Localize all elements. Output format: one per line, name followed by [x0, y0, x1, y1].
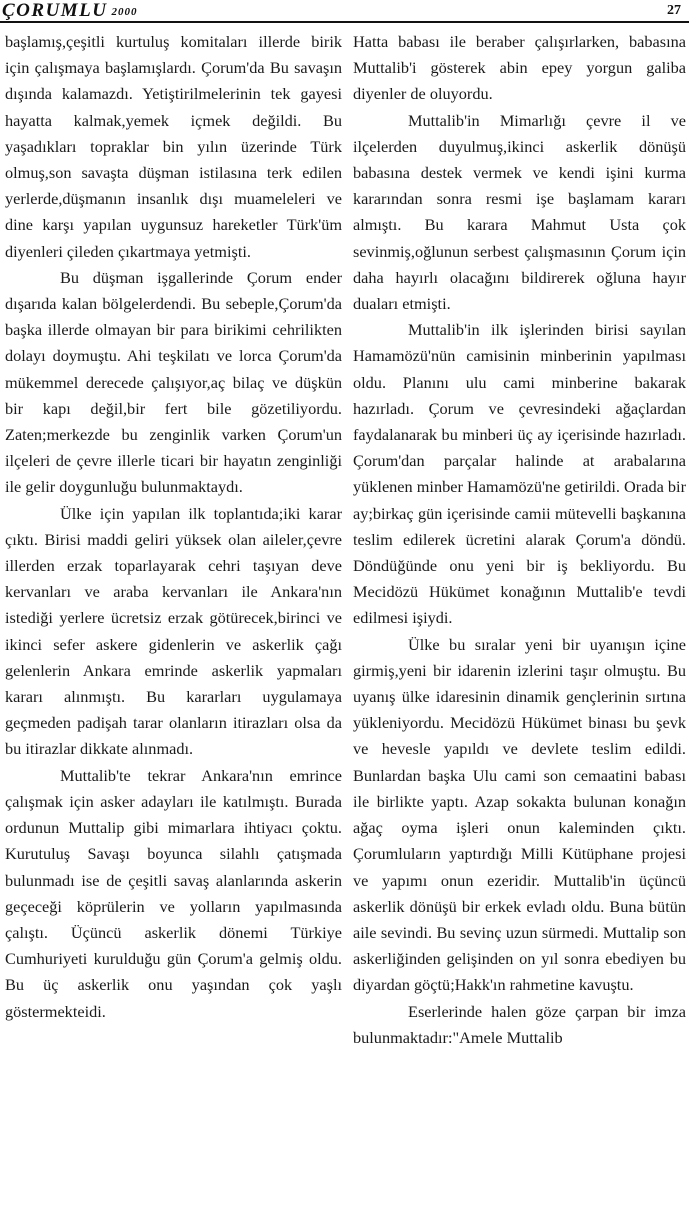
- paragraph: Ülke bu sıralar yeni bir uyanışın içine girmiş,yeni bir idarenin izlerini taşır olmuştu. Bu uyanış ülke idaresinin dinamik gençlerinin sırtına yükleniyordu. Mecidözü Hükümet binası bu şevk ve hevesle yapıldı ve devlete teslim edildi. Bunlardan başka Ulu cami son cemaatini babası ile birlikte yaptı. Azap sokakta bulunan konağın ağaç oyma işleri onun kaleminden çıktı. Çorumluların yaptırdığı Milli Kütüphane projesi ve yapımı onun ezeridir. Muttalib'in üçüncü askerlik dönüşü bir erkek evladı oldu. Buna bütün aile sevindi. Bu sevinç uzun sürmedi. Muttalip son askerliğinden gelişinden on yıl sonra ebediyen bu diyardan göçtü;Hakk'ın rahmetine kavuştu.: [353, 634, 686, 995]
- paragraph: başlamış,çeşitli kurtuluş komitaları illerde birik için çalışmaya başlamışlardı. Çorum'da Bu savaşın dışında kalamazdı. Yetiştirilmelerinin tek gayesi hayatta kalmak,yemek içmek değildi. Bu yaşadıkları topraklar bin yılın üzerinde Türk olmuş,son savaşta düşman istilasına terk edilen yerlerde,düşmanın insanlık dışı muameleleri ve dine karşı yapılan uygunsuz hareketler Türk'üm diyenleri çileden çıkartmaya yetmişti.: [5, 32, 342, 261]
- page-header: [0, 0, 689, 22]
- paragraph: Bu düşman işgallerinde Çorum ender dışarıda kalan bölgelerdendi. Bu sebeple,Çorum'da başka illerde olmayan bir para birikimi cehrilikten dolayı doymuştu. Ahi teşkilatı ve lorca Çorum'da mükemmel derecede çalışıyor,aç bilaç ve düşkün bir kapı değil,bir fert bile gözetiliyordu. Zaten;merkezde bu zenginlik varken Çorum'un ilçeleri de çevre illerle ticari bir hayatın zenginliği ile gelir doygunluğu bulunmaktaydı.: [5, 267, 342, 497]
- right-column: [353, 29, 686, 1051]
- masthead-year: 2000: [111, 6, 138, 18]
- paragraph: Ülke için yapılan ilk toplantıda;iki karar çıktı. Birisi maddi geliri yüksek olan aileler,çevre illerden erzak toparlayarak cehri taşıyan deve kervanları ve araba kervanları ile Ankara'nın istediği yerlere ücretsiz erzak götürecek,birinci ve ikinci sefer askere gidenlerin ve askerlik çağı gelenlerin Ankara emrinde askerlik yapmaları kararı alınmıştı. Bu kararları uygulamaya geçmeden padişah tarar olanların itirazları olsa da bu itirazlar dikkate alınmadı.: [5, 503, 342, 759]
- paragraph: Muttalib'in Mimarlığı çevre il ve ilçelerden duyulmuş,ikinci askerlik dönüşü babasına destek vermek ve kendi işini kurma kararından sonra resmi işe başlamam kararı almıştı. Bu karara Mahmut Usta çok sevinmiş,oğlunun serbest çalışmasının Çorum için daha hayırlı olacağını bildirerek oğluna hayır duaları etmişti.: [353, 110, 686, 314]
- header-rule: [0, 21, 689, 23]
- paragraph: Hatta babası ile beraber çalışırlarken, babasına Muttalib'i gösterek abin epey yorgun galiba diyenler de oluyordu.: [353, 32, 686, 104]
- page-number: 27: [667, 3, 681, 18]
- paragraph: Eserlerinde halen göze çarpan bir imza bulunmaktadır:"Amele Muttalib: [353, 1001, 686, 1047]
- left-column: [5, 29, 342, 1025]
- masthead-title: ÇORUMLU: [2, 0, 108, 21]
- paragraph: Muttalib'te tekrar Ankara'nın emrince çalışmak için asker adayları ile katılmıştı. Burada ordunun Muttalip gibi mimarlara ihtiyacı çoktu. Kurutuluş Savaşı boyunca silahlı çatışmada bulunmadı ise de çeşitli savaş alanlarında askerin geçeceği köprülerin ve yolların yapılmasında çalıştı. Üçüncü askerlik dönemi Türkiye Cumhuriyeti kurulduğu gün Çorum'a gelmiş oldu. Bu üç askerlik onu yaşından çok yaşlı göstermekteidi.: [5, 765, 342, 1021]
- paragraph: Muttalib'in ilk işlerinden birisi sayılan Hamamözü'nün camisinin minberinin yapılması oldu. Planını ulu cami minberine bakarak hazırladı. Çorum ve çevresindeki ağaçlardan faydalanarak bu minberi üç ay içerisinde hazırladı. Çorum'dan parçalar halinde at arabalarına yüklenen minber Hamamözü'ne getirildi. Orada bir ay;birkaç gün içerisinde camii mütevelli başkanına teslim edilerek ücretini alarak Çorum'a döndü. Döndüğünde onu yeni bir iş bekliyordu. Bu Mecidözü Hükümet konağının Muttalib'e tevdi edilmesi işiydi.: [353, 320, 686, 628]
- masthead: [2, 0, 138, 23]
